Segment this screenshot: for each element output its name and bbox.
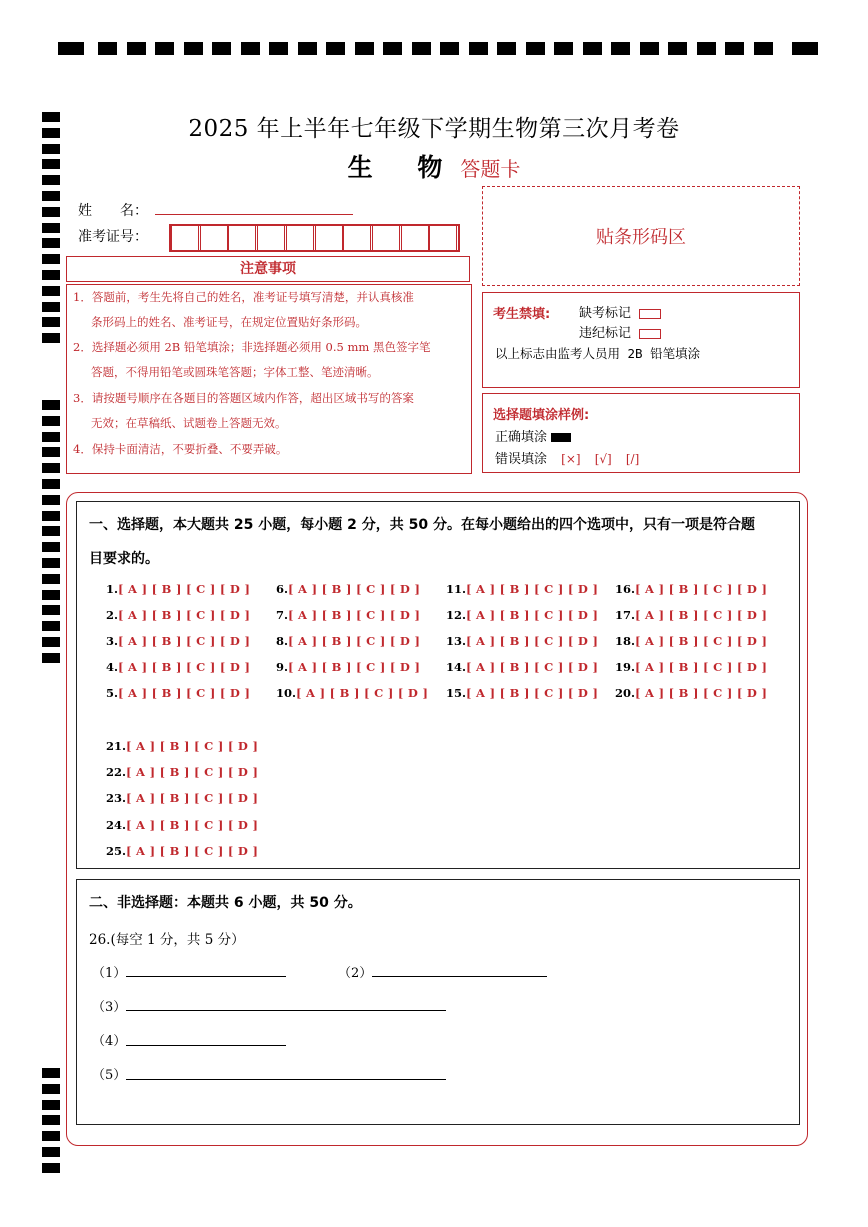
choice-question[interactable] <box>615 660 767 674</box>
absent-mark-box[interactable] <box>639 309 661 319</box>
answer-options[interactable]: [ A ] [ B ] [ C ] [ D ] <box>288 582 421 596</box>
notice-item: 2．选择题必须用 2B 铅笔填涂；非选择题必须用 0.5 mm 黑色签字笔 <box>73 340 431 354</box>
choice-question[interactable] <box>446 686 598 700</box>
question-number: 24. <box>106 817 127 832</box>
timing-mark <box>42 1084 60 1094</box>
choice-question[interactable] <box>276 660 420 674</box>
subject-label: 生 物 <box>347 153 461 182</box>
name-field[interactable] <box>155 214 353 215</box>
answer-line-2[interactable] <box>372 976 547 977</box>
answer-options[interactable]: [ A ] [ B ] [ C ] [ D ] <box>466 634 599 648</box>
exam-id-digit-box[interactable] <box>200 225 228 251</box>
answer-options[interactable]: [ A ] [ B ] [ C ] [ D ] <box>118 582 251 596</box>
choice-question[interactable] <box>615 686 767 700</box>
timing-mark <box>155 42 174 55</box>
exam-id-digit-box[interactable] <box>372 225 400 251</box>
timing-mark <box>298 42 317 55</box>
answer-line-4[interactable] <box>126 1045 286 1046</box>
timing-mark <box>42 621 60 631</box>
exam-id-digit-box[interactable] <box>171 225 199 251</box>
answer-options[interactable]: [ A ] [ B ] [ C ] [ D ] <box>126 739 259 753</box>
timing-mark <box>184 42 203 55</box>
section-multiple-choice <box>76 501 800 869</box>
exam-id-digit-box[interactable] <box>429 225 457 251</box>
question-number: 18. <box>615 634 636 648</box>
choice-question[interactable] <box>106 791 258 805</box>
name-label: 姓 名： <box>78 203 148 219</box>
timing-mark <box>412 42 431 55</box>
exam-id-digit-box[interactable] <box>315 225 343 251</box>
correct-sample-label: 正确填涂 <box>495 430 548 445</box>
answer-options[interactable]: [ A ] [ B ] [ C ] [ D ] <box>126 765 259 780</box>
question-number: 3. <box>106 634 119 648</box>
blank-label-3: （3） <box>92 1000 127 1015</box>
question-number: 12. <box>446 608 467 622</box>
answer-line-3[interactable] <box>126 1010 446 1011</box>
timing-mark <box>640 42 659 55</box>
choice-question[interactable] <box>276 582 420 596</box>
correct-sample <box>495 426 571 445</box>
timing-mark <box>792 42 818 55</box>
choice-question[interactable] <box>106 686 250 700</box>
timing-mark <box>526 42 545 55</box>
timing-mark <box>98 42 117 55</box>
exam-id-label: 准考证号： <box>78 229 148 245</box>
answer-options[interactable]: [ A ] [ B ] [ C ] [ D ] <box>635 634 768 648</box>
exam-id-digit-box[interactable] <box>286 225 314 251</box>
notice-box <box>66 284 472 474</box>
answer-options[interactable]: [ A ] [ B ] [ C ] [ D ] <box>296 686 429 700</box>
timing-mark <box>42 416 60 426</box>
blank-label-5: （5） <box>92 1068 127 1083</box>
page-subtitle <box>0 148 868 184</box>
absent-mark-label: 缺考标记 <box>579 306 632 321</box>
answer-options[interactable]: [ A ] [ B ] [ C ] [ D ] <box>288 608 421 622</box>
exam-id-digit-box[interactable] <box>401 225 429 251</box>
section-free-response <box>76 879 800 1125</box>
blank-label-1: （1） <box>92 966 127 981</box>
notice-item: 无效；在草稿纸、试题卷上答题无效。 <box>91 416 287 430</box>
question-number: 17. <box>615 608 636 622</box>
timing-mark <box>42 302 60 312</box>
timing-mark <box>42 526 60 536</box>
forbid-box <box>482 292 800 388</box>
blank-label-4: （4） <box>92 1034 127 1049</box>
timing-mark <box>583 42 602 55</box>
timing-mark <box>42 479 60 489</box>
card-label: 答题卡 <box>460 157 521 181</box>
timing-mark <box>42 511 60 521</box>
timing-mark <box>42 637 60 647</box>
choice-question[interactable] <box>276 686 428 700</box>
timing-mark <box>42 605 60 615</box>
answer-options[interactable]: [ A ] [ B ] [ C ] [ D ] <box>466 660 599 674</box>
answer-line-1[interactable] <box>126 976 286 977</box>
notice-item: 4．保持卡面清洁，不要折叠、不要弄破。 <box>73 442 288 456</box>
notice-item: 1．答题前，考生先将自己的姓名，准考证号填写清楚，并认真核准 <box>73 290 414 304</box>
barcode-area <box>482 186 800 286</box>
answer-options[interactable]: [ A ] [ B ] [ C ] [ D ] <box>466 608 599 622</box>
timing-mark <box>42 223 60 233</box>
answer-options[interactable]: [ A ] [ B ] [ C ] [ D ] <box>466 582 599 596</box>
notice-title: 注意事项 <box>66 256 470 282</box>
wrong-mark-slash: [/] <box>625 452 640 466</box>
timing-mark <box>42 542 60 552</box>
exam-id-digit-box[interactable] <box>343 225 371 251</box>
choice-question[interactable] <box>446 634 598 648</box>
timing-mark <box>42 1131 60 1141</box>
choice-question[interactable] <box>615 634 767 648</box>
timing-mark <box>42 447 60 457</box>
timing-mark <box>42 590 60 600</box>
timing-mark <box>668 42 687 55</box>
question-number: 22. <box>106 765 127 780</box>
question-number: 25. <box>106 843 127 858</box>
question-number: 4. <box>106 660 119 674</box>
answer-options[interactable]: [ A ] [ B ] [ C ] [ D ] <box>118 660 251 674</box>
answer-options[interactable]: [ A ] [ B ] [ C ] [ D ] <box>126 817 259 832</box>
timing-mark <box>42 286 60 296</box>
timing-mark <box>611 42 630 55</box>
answer-options[interactable]: [ A ] [ B ] [ C ] [ D ] <box>126 843 259 858</box>
timing-mark <box>42 432 60 442</box>
question-number: 23. <box>106 791 127 806</box>
question-number: 20. <box>615 686 636 700</box>
choice-question[interactable] <box>106 739 258 753</box>
answer-options[interactable]: [ A ] [ B ] [ C ] [ D ] <box>126 791 259 806</box>
choice-question[interactable] <box>446 608 598 622</box>
notice-item: 3．请按题号顺序在各题目的答题区域内作答，超出区域书写的答案 <box>73 391 414 405</box>
question-number: 6. <box>276 582 289 596</box>
question-number: 14. <box>446 660 467 674</box>
question-number: 8. <box>276 634 289 648</box>
timing-mark <box>42 270 60 280</box>
exam-id-digit-box[interactable] <box>228 225 256 251</box>
timing-mark <box>754 42 773 55</box>
timing-mark <box>469 42 488 55</box>
choice-question[interactable] <box>615 582 767 596</box>
choice-question[interactable] <box>106 660 250 674</box>
choice-question[interactable] <box>446 582 598 596</box>
section1-title-line2: 目要求的。 <box>89 551 159 567</box>
answer-options[interactable]: [ A ] [ B ] [ C ] [ D ] <box>288 660 421 674</box>
forbid-note: 以上标志由监考人员用 2B 铅笔填涂 <box>495 346 701 361</box>
timing-mark <box>58 42 84 55</box>
question-number: 15. <box>446 686 467 700</box>
timing-mark <box>42 463 60 473</box>
answer-options[interactable]: [ A ] [ B ] [ C ] [ D ] <box>118 686 251 700</box>
timing-mark <box>355 42 374 55</box>
question-number: 21. <box>106 739 127 753</box>
wrong-sample <box>495 448 639 467</box>
timing-mark <box>42 558 60 568</box>
choice-question[interactable] <box>106 765 258 779</box>
question-number: 11. <box>446 582 467 596</box>
choice-question[interactable] <box>276 608 420 622</box>
choice-question[interactable] <box>276 634 420 648</box>
choice-question[interactable] <box>446 660 598 674</box>
answer-options[interactable]: [ A ] [ B ] [ C ] [ D ] <box>635 686 768 700</box>
timing-mark <box>725 42 744 55</box>
choice-question[interactable] <box>106 634 250 648</box>
answer-options[interactable]: [ A ] [ B ] [ C ] [ D ] <box>288 634 421 648</box>
timing-mark <box>42 1163 60 1173</box>
timing-mark <box>554 42 573 55</box>
timing-mark <box>42 1068 60 1078</box>
choice-question[interactable] <box>106 608 250 622</box>
timing-mark <box>42 400 60 410</box>
timing-mark <box>42 495 60 505</box>
timing-mark <box>269 42 288 55</box>
timing-mark <box>42 317 60 327</box>
question-number: 16. <box>615 582 636 596</box>
wrong-mark-cross: [×] <box>561 452 581 466</box>
timing-mark <box>42 207 60 217</box>
answer-options[interactable]: [ A ] [ B ] [ C ] [ D ] <box>466 686 599 700</box>
timing-mark <box>497 42 516 55</box>
exam-id-digit-box[interactable] <box>257 225 285 251</box>
timing-mark <box>241 42 260 55</box>
question-number: 19. <box>615 660 636 674</box>
timing-mark <box>127 42 146 55</box>
question-number: 10. <box>276 686 297 700</box>
choice-question[interactable] <box>106 844 258 858</box>
blank-label-2: （2） <box>338 966 373 981</box>
section2-title: 二、非选择题：本题共 6 小题，共 50 分。 <box>89 895 362 911</box>
answer-options[interactable]: [ A ] [ B ] [ C ] [ D ] <box>118 608 251 622</box>
timing-mark <box>383 42 402 55</box>
question-number: 1. <box>106 582 119 596</box>
question-number: 2. <box>106 608 119 622</box>
sample-box <box>482 393 800 473</box>
question-26-label: 26.(每空 1 分，共 5 分） <box>89 932 245 948</box>
barcode-label: 贴条形码区 <box>596 227 686 248</box>
timing-mark <box>42 653 60 663</box>
notice-item: 条形码上的姓名、准考证号，在规定位置贴好条形码。 <box>91 315 367 329</box>
timing-mark <box>42 191 60 201</box>
choice-question[interactable] <box>106 818 258 832</box>
absent-mark <box>579 302 661 321</box>
violation-mark-label: 违纪标记 <box>579 326 632 341</box>
question-number: 9. <box>276 660 289 674</box>
timing-mark <box>440 42 459 55</box>
timing-mark <box>42 238 60 248</box>
choice-question[interactable] <box>106 582 250 596</box>
forbid-label: 考生禁填: <box>493 307 551 322</box>
timing-mark <box>42 574 60 584</box>
violation-mark-box[interactable] <box>639 329 661 339</box>
answer-line-5[interactable] <box>126 1079 446 1080</box>
sample-label: 选择题填涂样例: <box>493 408 590 423</box>
filled-mark <box>551 433 571 442</box>
answer-options[interactable]: [ A ] [ B ] [ C ] [ D ] <box>635 582 768 596</box>
question-number: 5. <box>106 686 119 700</box>
wrong-sample-label: 错误填涂 <box>495 452 548 467</box>
timing-mark <box>42 333 60 343</box>
page-title: 2025 年上半年七年级下学期生物第三次月考卷 <box>188 116 680 142</box>
timing-mark <box>326 42 345 55</box>
answer-options[interactable]: [ A ] [ B ] [ C ] [ D ] <box>635 608 768 622</box>
violation-mark <box>579 322 661 341</box>
notice-item: 答题，不得用铅笔或圆珠笔答题；字体工整、笔迹清晰。 <box>91 365 379 379</box>
section1-title-line1: 一、选择题，本大题共 25 小题，每小题 2 分，共 50 分。在每小题给出的四个选项中，只有一项是符合题 <box>89 517 755 533</box>
timing-mark <box>42 1147 60 1157</box>
wrong-mark-check: [√] <box>594 452 612 466</box>
question-number: 7. <box>276 608 289 622</box>
timing-mark <box>42 254 60 264</box>
answer-options[interactable]: [ A ] [ B ] [ C ] [ D ] <box>118 634 251 648</box>
timing-mark <box>42 1115 60 1125</box>
choice-question[interactable] <box>615 608 767 622</box>
question-number: 13. <box>446 634 467 648</box>
timing-mark <box>697 42 716 55</box>
timing-mark <box>42 1100 60 1110</box>
answer-options[interactable]: [ A ] [ B ] [ C ] [ D ] <box>635 660 768 674</box>
timing-mark <box>212 42 231 55</box>
